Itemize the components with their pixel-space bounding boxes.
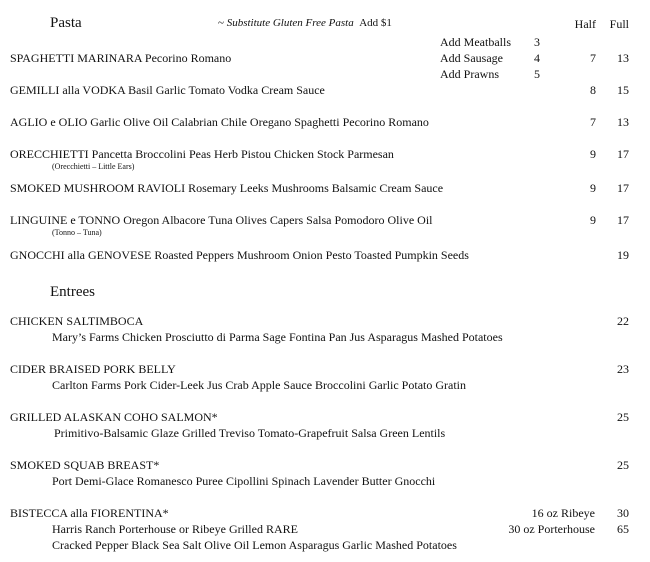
- cut-option-label: 30 oz Porterhouse: [508, 522, 595, 536]
- entree-price: 25: [617, 458, 629, 472]
- cut-option-price: 65: [617, 522, 629, 536]
- full-price: 17: [617, 181, 629, 195]
- entree-price: 23: [617, 362, 629, 376]
- addon-price: 4: [534, 51, 540, 65]
- addon-price: 3: [534, 35, 540, 49]
- entree-description: Primitivo-Balsamic Glaze Grilled Treviso Tomato-Grapefruit Salsa Green Lentils: [54, 426, 446, 440]
- full-price: 17: [617, 213, 629, 227]
- entree-description: Cracked Pepper Black Sea Salt Olive Oil Lemon Asparagus Garlic Mashed Potatoes: [52, 538, 457, 552]
- addon-name: Add Prawns: [440, 67, 499, 81]
- entrees-section-title: Entrees: [50, 284, 95, 300]
- pasta-item: SMOKED MUSHROOM RAVIOLI Rosemary Leeks Mushrooms Balsamic Cream Sauce: [10, 181, 444, 195]
- half-price: 9: [590, 213, 596, 227]
- pasta-item-translation: (Orecchietti – Little Ears): [52, 162, 135, 171]
- addon-name: Add Sausage: [440, 51, 503, 65]
- pasta-item: GEMILLI alla VODKA Basil Garlic Tomato Vodka Cream Sauce: [10, 83, 325, 97]
- gluten-free-note: [218, 18, 392, 29]
- full-price: 17: [617, 147, 629, 161]
- pasta-item: LINGUINE e TONNO Oregon Albacore Tuna Olives Capers Salsa Pomodoro Olive Oil: [10, 213, 433, 227]
- pasta-item-translation: (Tonno – Tuna): [52, 228, 102, 237]
- half-price: 7: [590, 51, 596, 65]
- addon-price: 5: [534, 67, 540, 81]
- full-price: 19: [617, 248, 629, 262]
- full-price: 15: [617, 83, 629, 97]
- pasta-item: ORECCHIETTI Pancetta Broccolini Peas Herb Pistou Chicken Stock Parmesan: [10, 147, 394, 161]
- half-price: 7: [590, 115, 596, 129]
- entree-name: GRILLED ALASKAN COHO SALMON*: [10, 410, 218, 424]
- pasta-section-title: Pasta: [50, 15, 82, 31]
- pasta-item: SPAGHETTI MARINARA Pecorino Romano: [10, 51, 232, 65]
- cut-option-label: 16 oz Ribeye: [531, 506, 595, 520]
- pasta-item: AGLIO e OLIO Garlic Olive Oil Calabrian Chile Oregano Spaghetti Pecorino Romano: [10, 115, 429, 129]
- entree-price: 25: [617, 410, 629, 424]
- entree-description: Port Demi-Glace Romanesco Puree Cipollini Spinach Lavender Butter Gnocchi: [52, 474, 436, 488]
- entree-description: Harris Ranch Porterhouse or Ribeye Grilled RARE: [52, 522, 298, 536]
- note-italic: Substitute Gluten Free Pasta: [226, 17, 354, 29]
- entree-name: SMOKED SQUAB BREAST*: [10, 458, 160, 472]
- note-prefix: ~: [218, 17, 227, 29]
- half-price: 9: [590, 147, 596, 161]
- full-header: Full: [609, 17, 629, 31]
- entree-name: CIDER BRAISED PORK BELLY: [10, 362, 176, 376]
- half-header: Half: [574, 17, 596, 31]
- entree-description: Carlton Farms Pork Cider-Leek Jus Crab Apple Sauce Broccolini Garlic Potato Gratin: [52, 378, 467, 392]
- full-price: 13: [617, 51, 629, 65]
- pasta-item: GNOCCHI alla GENOVESE Roasted Peppers Mushroom Onion Pesto Toasted Pumpkin Seeds: [10, 248, 469, 262]
- addon-name: Add Meatballs: [440, 35, 511, 49]
- entree-description: Mary’s Farms Chicken Prosciutto di Parma Sage Fontina Pan Jus Asparagus Mashed Potatoes: [52, 330, 503, 344]
- entree-name: BISTECCA alla FIORENTINA*: [10, 506, 169, 520]
- cut-option-price: 30: [617, 506, 629, 520]
- entree-price: 22: [617, 314, 629, 328]
- half-price: 8: [590, 83, 596, 97]
- entree-name: CHICKEN SALTIMBOCA: [10, 314, 144, 328]
- note-add-price: Add $1: [359, 17, 392, 29]
- half-price: 9: [590, 181, 596, 195]
- full-price: 13: [617, 115, 629, 129]
